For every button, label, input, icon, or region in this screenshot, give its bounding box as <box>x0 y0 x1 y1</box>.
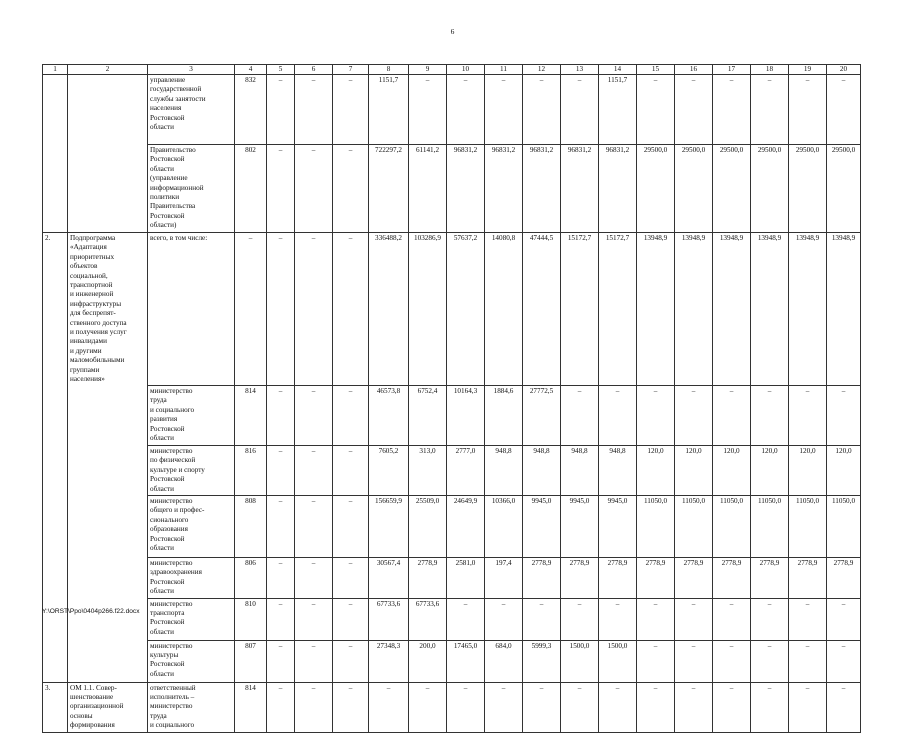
value-cell: 2778,9 <box>409 558 447 599</box>
column-number-cell: 10 <box>447 65 485 75</box>
value-cell: 2778,9 <box>789 558 827 599</box>
value-cell: 29500,0 <box>789 145 827 233</box>
table-row <box>43 682 861 732</box>
value-cell: 29500,0 <box>751 145 789 233</box>
value-cell: 7605,2 <box>369 446 409 496</box>
value-cell: – <box>333 496 369 558</box>
value-cell: 120,0 <box>675 446 713 496</box>
value-cell: 120,0 <box>789 446 827 496</box>
value-cell: – <box>523 75 561 145</box>
column-number-cell: 2 <box>68 65 148 75</box>
value-cell: – <box>599 682 637 732</box>
value-cell: 814 <box>235 386 267 446</box>
executor-cell: министерство труда и социального развития Ростовской области <box>148 386 235 446</box>
value-cell: – <box>447 75 485 145</box>
value-cell: – <box>751 598 789 640</box>
value-cell: 9945,0 <box>599 496 637 558</box>
row-number-cell: 2. <box>43 233 68 386</box>
value-cell: 24649,9 <box>447 496 485 558</box>
program-name-cell <box>68 558 148 599</box>
value-cell: – <box>637 598 675 640</box>
value-cell: – <box>485 75 523 145</box>
row-number-cell: 3. <box>43 682 68 732</box>
table-row <box>43 598 861 640</box>
column-number-cell: 17 <box>713 65 751 75</box>
value-cell: 200,0 <box>409 640 447 682</box>
value-cell: – <box>235 233 267 386</box>
value-cell: 120,0 <box>827 446 861 496</box>
value-cell: – <box>561 682 599 732</box>
value-cell: 67733,6 <box>409 598 447 640</box>
value-cell: 10164,3 <box>447 386 485 446</box>
program-name-cell: ОМ 1.1. Совер- шенствование организационной основы формирования <box>68 682 148 732</box>
value-cell: – <box>333 386 369 446</box>
row-number-cell <box>43 496 68 558</box>
value-cell: – <box>267 640 295 682</box>
value-cell: – <box>295 640 333 682</box>
value-cell: – <box>713 640 751 682</box>
value-cell: 807 <box>235 640 267 682</box>
value-cell: – <box>675 598 713 640</box>
value-cell: 948,8 <box>599 446 637 496</box>
value-cell: – <box>789 386 827 446</box>
value-cell: – <box>599 598 637 640</box>
value-cell: – <box>447 598 485 640</box>
value-cell: – <box>713 598 751 640</box>
value-cell: – <box>789 640 827 682</box>
row-number-cell <box>43 145 68 233</box>
value-cell: – <box>295 496 333 558</box>
value-cell: 156659,9 <box>369 496 409 558</box>
value-cell: – <box>295 558 333 599</box>
value-cell: 29500,0 <box>637 145 675 233</box>
table-row <box>43 233 861 386</box>
value-cell: – <box>447 682 485 732</box>
column-number-cell: 4 <box>235 65 267 75</box>
table-row <box>43 386 861 446</box>
value-cell: 27348,3 <box>369 640 409 682</box>
column-number-cell: 9 <box>409 65 447 75</box>
value-cell: – <box>295 446 333 496</box>
value-cell: 96831,2 <box>561 145 599 233</box>
column-number-cell: 8 <box>369 65 409 75</box>
value-cell: 197,4 <box>485 558 523 599</box>
value-cell: 1151,7 <box>369 75 409 145</box>
value-cell: – <box>333 233 369 386</box>
value-cell: 684,0 <box>485 640 523 682</box>
value-cell: 25509,0 <box>409 496 447 558</box>
value-cell: – <box>599 386 637 446</box>
value-cell: 814 <box>235 682 267 732</box>
program-name-cell: Подпрограмма «Адаптация приоритетных объектов социальной, транспортной и инженерной инфраструктуры для беспрепят- ственного доступа и получения услуг инвалидами и другими маломобильными группами населения» <box>68 233 148 386</box>
value-cell: 2778,9 <box>637 558 675 599</box>
row-number-cell <box>43 640 68 682</box>
column-number-cell: 20 <box>827 65 861 75</box>
value-cell: 30567,4 <box>369 558 409 599</box>
value-cell: 9945,0 <box>523 496 561 558</box>
value-cell: 832 <box>235 75 267 145</box>
value-cell: – <box>523 682 561 732</box>
value-cell: 1151,7 <box>599 75 637 145</box>
value-cell: 2778,9 <box>751 558 789 599</box>
executor-cell: министерство общего и профес- сионального образования Ростовской области <box>148 496 235 558</box>
value-cell: – <box>267 145 295 233</box>
value-cell: 808 <box>235 496 267 558</box>
value-cell: 11050,0 <box>751 496 789 558</box>
value-cell: – <box>485 598 523 640</box>
executor-cell: управление государственной службы занятости населения Ростовской области <box>148 75 235 145</box>
value-cell: 46573,8 <box>369 386 409 446</box>
program-name-cell <box>68 386 148 446</box>
value-cell: – <box>333 558 369 599</box>
value-cell: 313,0 <box>409 446 447 496</box>
value-cell: 47444,5 <box>523 233 561 386</box>
value-cell: 103286,9 <box>409 233 447 386</box>
value-cell: 336488,2 <box>369 233 409 386</box>
value-cell: 11050,0 <box>789 496 827 558</box>
row-number-cell <box>43 75 68 145</box>
column-number-cell: 5 <box>267 65 295 75</box>
value-cell: 120,0 <box>713 446 751 496</box>
value-cell: 1884,6 <box>485 386 523 446</box>
value-cell: 11050,0 <box>827 496 861 558</box>
value-cell: 2778,9 <box>675 558 713 599</box>
value-cell: – <box>295 598 333 640</box>
value-cell: 15172,7 <box>599 233 637 386</box>
value-cell: – <box>333 640 369 682</box>
value-cell: 806 <box>235 558 267 599</box>
page-number: 6 <box>450 27 455 36</box>
value-cell: 96831,2 <box>485 145 523 233</box>
value-cell: 120,0 <box>637 446 675 496</box>
file-path-footer: Y:\ORST\Ppo\0404p266.f22.docx <box>42 608 140 615</box>
value-cell: 6752,4 <box>409 386 447 446</box>
value-cell: – <box>713 386 751 446</box>
value-cell: – <box>409 682 447 732</box>
value-cell: – <box>751 386 789 446</box>
value-cell: – <box>267 598 295 640</box>
value-cell: – <box>333 75 369 145</box>
row-number-cell <box>43 598 68 640</box>
value-cell: 802 <box>235 145 267 233</box>
value-cell: 96831,2 <box>599 145 637 233</box>
value-cell: 14080,8 <box>485 233 523 386</box>
value-cell: 948,8 <box>523 446 561 496</box>
table-row <box>43 145 861 233</box>
value-cell: – <box>713 682 751 732</box>
column-number-cell: 1 <box>43 65 68 75</box>
program-name-cell <box>68 75 148 145</box>
value-cell: 13948,9 <box>713 233 751 386</box>
value-cell: – <box>789 598 827 640</box>
column-number-cell: 11 <box>485 65 523 75</box>
value-cell: 13948,9 <box>789 233 827 386</box>
value-cell: 27772,5 <box>523 386 561 446</box>
table-row <box>43 75 861 145</box>
table-row <box>43 558 861 599</box>
value-cell: – <box>675 640 713 682</box>
column-number-cell: 13 <box>561 65 599 75</box>
value-cell: 29500,0 <box>675 145 713 233</box>
value-cell: 120,0 <box>751 446 789 496</box>
value-cell: – <box>561 598 599 640</box>
value-cell: 96831,2 <box>447 145 485 233</box>
value-cell: – <box>295 386 333 446</box>
executor-cell: министерство по физической культуре и спорту Ростовской области <box>148 446 235 496</box>
value-cell: – <box>295 233 333 386</box>
table-row <box>43 496 861 558</box>
value-cell: – <box>789 75 827 145</box>
value-cell: – <box>267 496 295 558</box>
program-name-cell <box>68 640 148 682</box>
value-cell: 2778,9 <box>713 558 751 599</box>
program-name-cell <box>68 446 148 496</box>
value-cell: – <box>637 386 675 446</box>
table-row <box>43 446 861 496</box>
value-cell: – <box>333 598 369 640</box>
value-cell: – <box>333 682 369 732</box>
value-cell: 13948,9 <box>751 233 789 386</box>
executor-cell: ответственный исполнитель – министерство труда и социального <box>148 682 235 732</box>
value-cell: – <box>295 682 333 732</box>
value-cell: – <box>827 386 861 446</box>
column-number-cell: 16 <box>675 65 713 75</box>
value-cell: – <box>751 640 789 682</box>
column-number-cell: 6 <box>295 65 333 75</box>
value-cell: 13948,9 <box>675 233 713 386</box>
value-cell: – <box>369 682 409 732</box>
value-cell: – <box>267 233 295 386</box>
column-number-cell: 14 <box>599 65 637 75</box>
value-cell: 816 <box>235 446 267 496</box>
value-cell: – <box>295 75 333 145</box>
value-cell: 2581,0 <box>447 558 485 599</box>
value-cell: 29500,0 <box>713 145 751 233</box>
value-cell: – <box>637 75 675 145</box>
value-cell: 2778,9 <box>523 558 561 599</box>
value-cell: 17465,0 <box>447 640 485 682</box>
budget-table <box>42 64 861 733</box>
column-number-row <box>43 65 861 75</box>
value-cell: – <box>333 145 369 233</box>
value-cell: 5999,3 <box>523 640 561 682</box>
value-cell: – <box>751 75 789 145</box>
value-cell: 61141,2 <box>409 145 447 233</box>
value-cell: 29500,0 <box>827 145 861 233</box>
value-cell: – <box>675 75 713 145</box>
value-cell: – <box>267 446 295 496</box>
value-cell: – <box>827 75 861 145</box>
column-number-cell: 19 <box>789 65 827 75</box>
table-row <box>43 640 861 682</box>
value-cell: 9945,0 <box>561 496 599 558</box>
value-cell: – <box>333 446 369 496</box>
row-number-cell <box>43 386 68 446</box>
executor-cell: министерство здравоохранения Ростовской области <box>148 558 235 599</box>
value-cell: – <box>827 640 861 682</box>
value-cell: 948,8 <box>561 446 599 496</box>
value-cell: 13948,9 <box>637 233 675 386</box>
program-name-cell <box>68 496 148 558</box>
value-cell: – <box>267 558 295 599</box>
value-cell: – <box>561 386 599 446</box>
value-cell: 2778,9 <box>599 558 637 599</box>
value-cell: – <box>523 598 561 640</box>
program-name-cell <box>68 598 148 640</box>
value-cell: 67733,6 <box>369 598 409 640</box>
executor-cell: всего, в том числе: <box>148 233 235 386</box>
value-cell: 11050,0 <box>637 496 675 558</box>
value-cell: – <box>295 145 333 233</box>
value-cell: – <box>827 598 861 640</box>
column-number-cell: 7 <box>333 65 369 75</box>
value-cell: – <box>675 682 713 732</box>
value-cell: – <box>267 386 295 446</box>
executor-cell: Правительство Ростовской области (управление информационной политики Правительства Ростовской области) <box>148 145 235 233</box>
column-number-cell: 18 <box>751 65 789 75</box>
value-cell: – <box>485 682 523 732</box>
value-cell: – <box>637 682 675 732</box>
row-number-cell <box>43 446 68 496</box>
value-cell: – <box>827 682 861 732</box>
column-number-cell: 12 <box>523 65 561 75</box>
value-cell: – <box>789 682 827 732</box>
value-cell: – <box>751 682 789 732</box>
value-cell: 13948,9 <box>827 233 861 386</box>
value-cell: – <box>267 75 295 145</box>
program-name-cell <box>68 145 148 233</box>
value-cell: 10366,0 <box>485 496 523 558</box>
column-number-cell: 15 <box>637 65 675 75</box>
value-cell: – <box>409 75 447 145</box>
value-cell: 1500,0 <box>561 640 599 682</box>
budget-table-body <box>43 65 861 733</box>
value-cell: 2777,0 <box>447 446 485 496</box>
value-cell: – <box>267 682 295 732</box>
value-cell: 57637,2 <box>447 233 485 386</box>
value-cell: 2778,9 <box>827 558 861 599</box>
value-cell: – <box>713 75 751 145</box>
executor-cell: министерство культуры Ростовской области <box>148 640 235 682</box>
value-cell: 948,8 <box>485 446 523 496</box>
column-number-cell: 3 <box>148 65 235 75</box>
executor-cell: министерство транспорта Ростовской области <box>148 598 235 640</box>
value-cell: – <box>637 640 675 682</box>
value-cell: 11050,0 <box>675 496 713 558</box>
value-cell: – <box>561 75 599 145</box>
value-cell: 11050,0 <box>713 496 751 558</box>
value-cell: 1500,0 <box>599 640 637 682</box>
row-number-cell <box>43 558 68 599</box>
value-cell: 810 <box>235 598 267 640</box>
value-cell: 722297,2 <box>369 145 409 233</box>
value-cell: 15172,7 <box>561 233 599 386</box>
value-cell: – <box>675 386 713 446</box>
value-cell: 96831,2 <box>523 145 561 233</box>
value-cell: 2778,9 <box>561 558 599 599</box>
